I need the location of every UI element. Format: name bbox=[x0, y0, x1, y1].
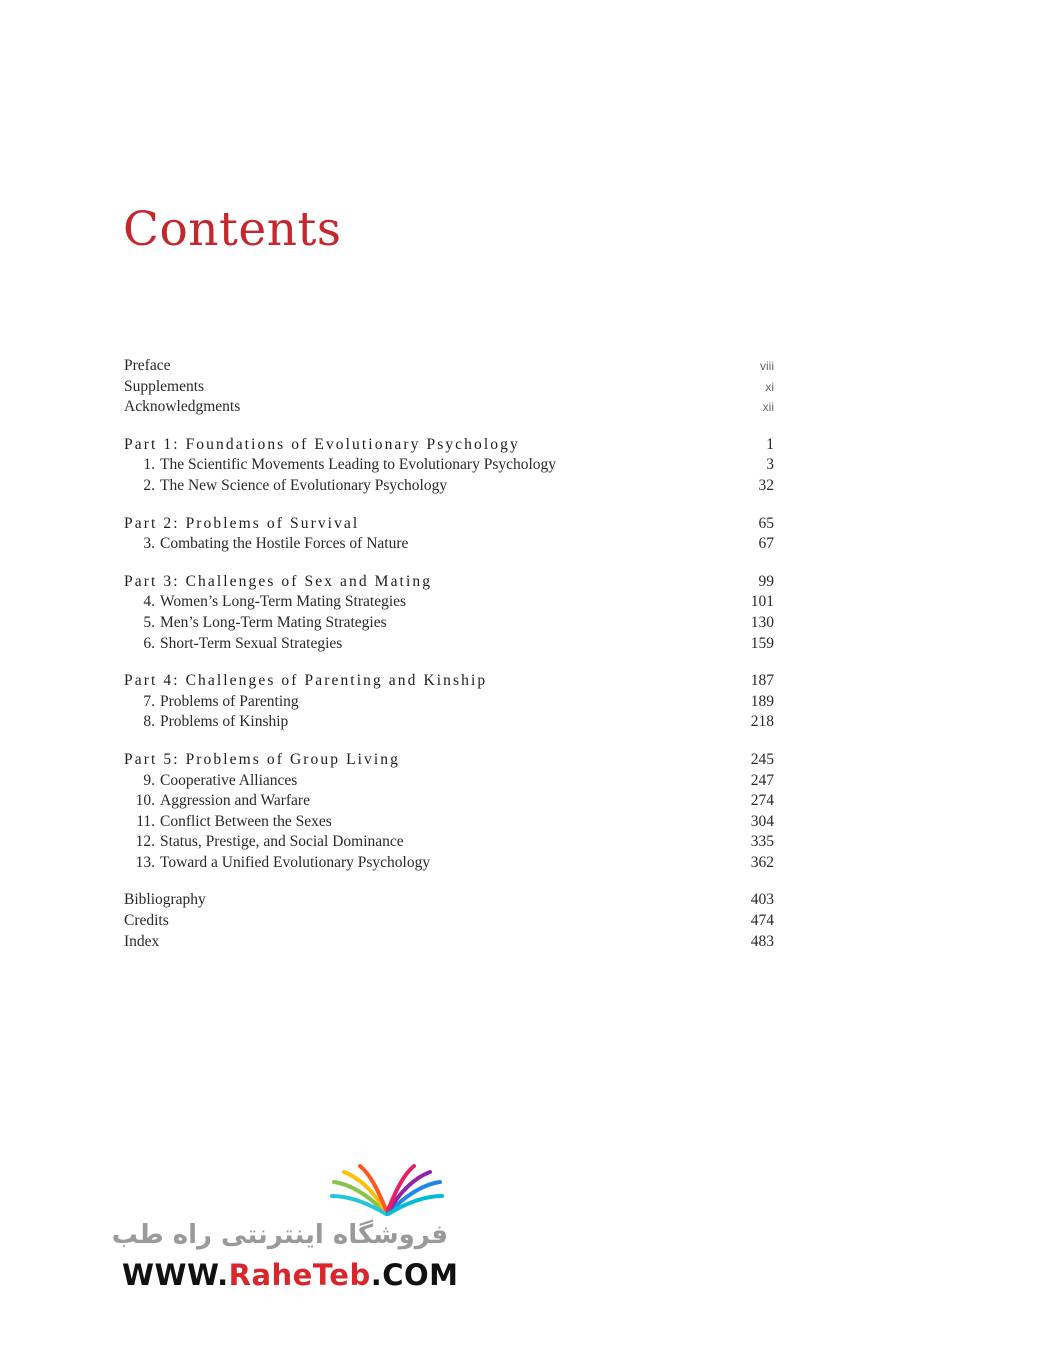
chapter-number: 13. bbox=[135, 853, 155, 871]
toc-entry-label: Bibliography bbox=[124, 891, 206, 909]
toc-chapter-5[interactable] bbox=[124, 613, 774, 634]
toc-chapter-10[interactable] bbox=[124, 791, 774, 812]
toc-entry-page: 474 bbox=[750, 912, 774, 930]
part-label: Part 4: Challenges of Parenting and Kinship bbox=[124, 672, 488, 690]
toc-entry-page: 403 bbox=[750, 891, 774, 909]
page-title: Contents bbox=[123, 202, 342, 257]
table-of-contents bbox=[124, 356, 774, 969]
part-label: Part 2: Problems of Survival bbox=[124, 514, 360, 532]
toc-entry-page: xi bbox=[765, 379, 774, 394]
chapter-page: 101 bbox=[750, 593, 774, 611]
toc-entry-preface[interactable] bbox=[124, 356, 774, 377]
chapter-page: 159 bbox=[750, 634, 774, 652]
toc-entry-label: Acknowledgments bbox=[124, 398, 241, 416]
toc-part-2[interactable] bbox=[124, 514, 774, 535]
chapter-title: Combating the Hostile Forces of Nature bbox=[160, 535, 409, 553]
chapter-page: 67 bbox=[758, 535, 774, 553]
chapter-title: Cooperative Alliances bbox=[160, 771, 298, 789]
chapter-page: 32 bbox=[758, 476, 774, 494]
part-page: 65 bbox=[758, 514, 774, 532]
part-label: Part 1: Foundations of Evolutionary Psychology bbox=[124, 435, 520, 453]
toc-chapter-4[interactable] bbox=[124, 592, 774, 613]
chapter-title: The Scientific Movements Leading to Evolutionary Psychology bbox=[160, 456, 557, 474]
back-matter-group bbox=[124, 890, 774, 952]
watermark-url-prefix: WWW. bbox=[122, 1258, 229, 1292]
chapter-number: 9. bbox=[143, 771, 155, 789]
part-5-group bbox=[124, 750, 774, 874]
toc-entry-acknowledgments[interactable] bbox=[124, 397, 774, 418]
chapter-page: 304 bbox=[750, 812, 774, 830]
chapter-title: Aggression and Warfare bbox=[160, 792, 310, 810]
front-matter-group bbox=[124, 356, 774, 418]
chapter-page: 247 bbox=[750, 771, 774, 789]
toc-part-5[interactable] bbox=[124, 750, 774, 771]
part-page: 187 bbox=[750, 672, 774, 690]
chapter-number: 7. bbox=[143, 692, 155, 710]
chapter-number: 5. bbox=[143, 613, 155, 631]
toc-chapter-9[interactable] bbox=[124, 771, 774, 792]
toc-part-1[interactable] bbox=[124, 435, 774, 456]
toc-chapter-6[interactable] bbox=[124, 634, 774, 655]
chapter-title: Status, Prestige, and Social Dominance bbox=[160, 833, 404, 851]
chapter-title: Toward a Unified Evolutionary Psychology bbox=[160, 853, 431, 871]
part-label: Part 3: Challenges of Sex and Mating bbox=[124, 572, 433, 590]
part-1-group bbox=[124, 435, 774, 497]
chapter-page: 335 bbox=[750, 833, 774, 851]
part-2-group bbox=[124, 514, 774, 555]
part-page: 245 bbox=[750, 750, 774, 768]
toc-entry-label: Supplements bbox=[124, 377, 205, 395]
toc-chapter-13[interactable] bbox=[124, 853, 774, 874]
chapter-number: 2. bbox=[143, 476, 155, 494]
watermark bbox=[111, 1160, 459, 1300]
toc-entry-credits[interactable] bbox=[124, 911, 774, 932]
toc-entry-label: Index bbox=[124, 932, 160, 950]
chapter-page: 189 bbox=[750, 692, 774, 710]
toc-chapter-2[interactable] bbox=[124, 476, 774, 497]
chapter-page: 274 bbox=[750, 792, 774, 810]
chapter-page: 218 bbox=[750, 713, 774, 731]
watermark-url-suffix: .COM bbox=[370, 1258, 459, 1292]
chapter-number: 10. bbox=[135, 792, 155, 810]
toc-entry-page: 483 bbox=[750, 932, 774, 950]
chapter-number: 4. bbox=[143, 593, 155, 611]
toc-entry-bibliography[interactable] bbox=[124, 890, 774, 911]
chapter-title: The New Science of Evolutionary Psychology bbox=[160, 476, 448, 494]
chapter-title: Men’s Long-Term Mating Strategies bbox=[160, 613, 387, 631]
chapter-title: Problems of Kinship bbox=[160, 713, 289, 731]
chapter-number: 3. bbox=[143, 535, 155, 553]
toc-entry-page: viii bbox=[760, 359, 774, 373]
chapter-number: 6. bbox=[143, 634, 155, 652]
part-page: 1 bbox=[766, 435, 774, 453]
toc-part-3[interactable] bbox=[124, 572, 774, 593]
chapter-page: 362 bbox=[750, 853, 774, 871]
watermark-persian-text: فروشگاه اینترنتی راه طب bbox=[111, 1220, 448, 1250]
toc-chapter-12[interactable] bbox=[124, 832, 774, 853]
toc-chapter-1[interactable] bbox=[124, 455, 774, 476]
open-book-logo-icon bbox=[330, 1162, 444, 1218]
toc-entry-index[interactable] bbox=[124, 932, 774, 953]
chapter-number: 1. bbox=[143, 456, 155, 474]
toc-entry-label: Credits bbox=[124, 912, 169, 930]
toc-part-4[interactable] bbox=[124, 671, 774, 692]
chapter-title: Short-Term Sexual Strategies bbox=[160, 634, 343, 652]
part-3-group bbox=[124, 572, 774, 654]
chapter-title: Women’s Long-Term Mating Strategies bbox=[160, 593, 407, 611]
chapter-title: Problems of Parenting bbox=[160, 692, 299, 710]
toc-entry-page: xii bbox=[762, 400, 774, 415]
toc-entry-supplements[interactable] bbox=[124, 377, 774, 398]
chapter-number: 11. bbox=[136, 812, 155, 830]
chapter-page: 3 bbox=[766, 456, 774, 474]
watermark-url-brand: RaheTeb bbox=[228, 1258, 371, 1292]
chapter-number: 8. bbox=[143, 713, 155, 731]
toc-entry-label: Preface bbox=[124, 357, 171, 374]
part-label: Part 5: Problems of Group Living bbox=[124, 750, 401, 768]
chapter-title: Conflict Between the Sexes bbox=[160, 812, 332, 830]
chapter-number: 12. bbox=[135, 833, 155, 851]
toc-chapter-3[interactable] bbox=[124, 534, 774, 555]
toc-chapter-11[interactable] bbox=[124, 812, 774, 833]
part-page: 99 bbox=[758, 572, 774, 590]
chapter-page: 130 bbox=[750, 613, 774, 631]
toc-chapter-7[interactable] bbox=[124, 692, 774, 713]
watermark-url bbox=[122, 1258, 459, 1292]
part-4-group bbox=[124, 671, 774, 733]
toc-chapter-8[interactable] bbox=[124, 712, 774, 733]
